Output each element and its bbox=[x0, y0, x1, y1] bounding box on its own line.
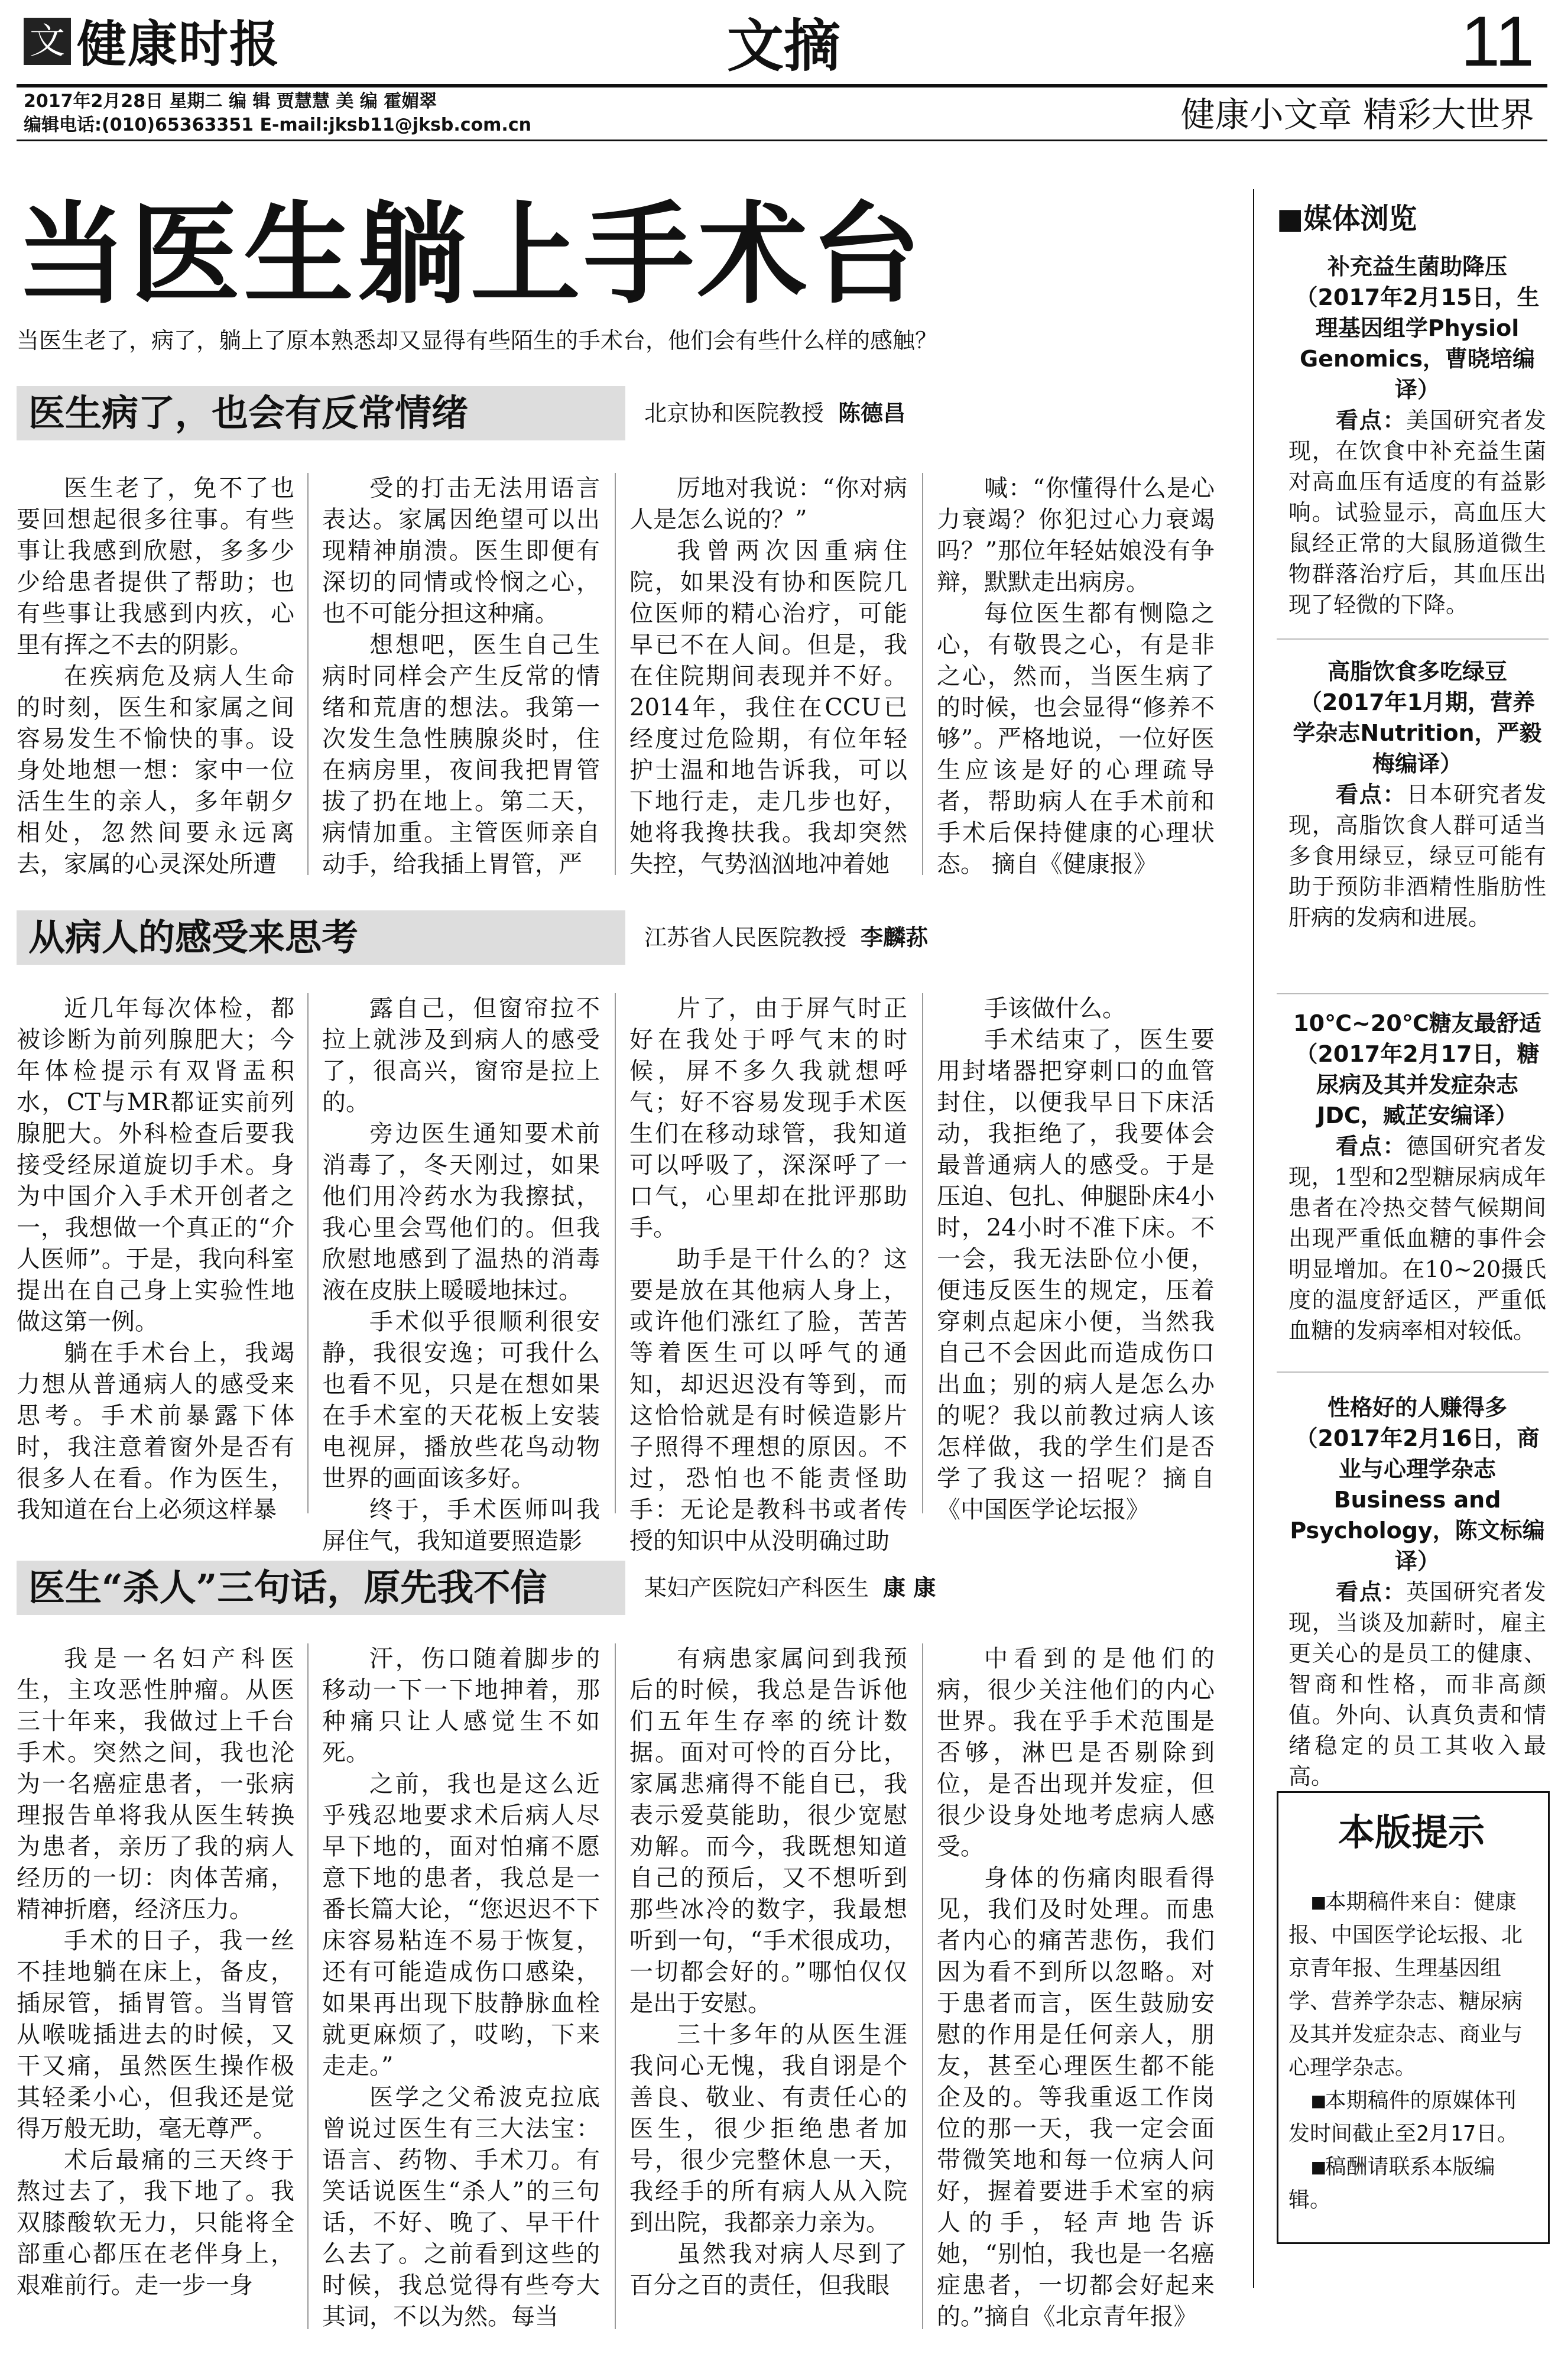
paragraph: 之前，我也是这么近乎残忍地要求术后病人尽早下地的，面对怕痛不愿意下地的患者，我总是一番长篇大论，“您迟迟不下床容易粘连不易于恢复，还有可能造成伤口感染，如果再出现下肢静脉血栓就更麻烦了，哎哟，下来走走。” bbox=[322, 1771, 600, 2080]
section-column bbox=[17, 1643, 294, 2341]
editor-contact: 编辑电话:(010)65363351 E-mail:jksb11@jksb.com.cn bbox=[24, 115, 531, 135]
section-column bbox=[937, 1643, 1215, 2341]
sidebar-item-title: 高脂饮食多吃绿豆（2017年1月期，营养学杂志Nutrition，严毅梅编译） bbox=[1293, 659, 1542, 777]
paragraph: 终于，手术医师叫我屏住气，我知道要照造影 bbox=[322, 1496, 600, 1555]
point-text: 日本研究者发现，高脂饮食人群可适当多食用绿豆，绿豆可能有助于预防非酒精性脂肪性肝病的发病和进展。 bbox=[1288, 782, 1546, 930]
author-name: 康 康 bbox=[883, 1575, 936, 1601]
point-text: 英国研究者发现，当谈及加薪时，雇主更关心的是员工的健康、智商和性格，而非高颜值。外向、认真负责和情绪稳定的员工其收入最高。 bbox=[1288, 1579, 1546, 1789]
column-divider bbox=[615, 993, 616, 1513]
paragraph: 身体的伤痛肉眼看得见，我们及时处理。而患者内心的痛苦悲伤，我们因为看不到所以忽略。对于患者而言，医生鼓励安慰的作用是任何亲人，朋友，甚至心理医生都不能企及的。等我重返工作岗位的那一天，我一定会面带微笑地和每一位病人问好，握着要进手术室的病人的手，轻声地告诉她，“别怕，我也是一名癌症患者，一切都会好起来的。”摘自《北京青年报》 bbox=[937, 1865, 1215, 2330]
author-name: 李麟荪 bbox=[861, 925, 929, 951]
tip-line: ■本期稿件的原媒体刊发时间截止至2月17日。 bbox=[1288, 2089, 1519, 2146]
paragraph: 医学之父希波克拉底曾说过医生有三大法宝：语言、药物、手术刀。有笑话说医生“杀人”的三句话，不好、晚了、早干什么去了。之前看到这些的时候，我总觉得有些夸大其词，不以为然。每当 bbox=[322, 2084, 600, 2330]
sidebar-rule bbox=[1253, 189, 1254, 2288]
paragraph: 术后最痛的三天终于熬过去了，我下地了。我双膝酸软无力，只能将全部重心都压在老伴身上，艰难前行。走一步一身 bbox=[17, 2146, 294, 2299]
section-column bbox=[322, 1643, 600, 2341]
paragraph: 露自己，但窗帘拉不拉上就涉及到病人的感受了，很高兴，窗帘是拉上的。 bbox=[322, 995, 600, 1116]
paragraph: 三十多年的从医生涯我问心无愧，我自诩是个善良、敬业、有责任心的医生，很少拒绝患者加号，很少完整休息一天，我经手的所有病人从入院到出院，我都亲力亲为。 bbox=[629, 2021, 907, 2236]
section-column bbox=[322, 473, 600, 887]
column-divider bbox=[307, 993, 309, 1513]
paragraph: 每位医生都有恻隐之心，有敬畏之心，有是非之心，然而，当医生病了的时候，也会显得“修养不够”。严格地说，一位好医生应该是好的心理疏导者，帮助病人在手术前和手术后保持健康的心理状态。 摘自《健康报》 bbox=[937, 600, 1215, 878]
paragraph: 手术结束了，医生要用封堵器把穿刺口的血管封住，以便我早日下床活动，我拒绝了，我要体会最普通病人的感受。于是压迫、包扎、伸腿卧床4小时，24小时不准下床。不一会，我无法卧位小便，便违反医生的规定，压着穿刺点起床小便，当然我自己不会因此而造成伤口出血；别的病人是怎么办的呢？我以前教过病人该怎样做，我的学生们是否学了我这一招呢？摘自《中国医学论坛报》 bbox=[937, 1026, 1215, 1523]
point-label: 看点： bbox=[1336, 407, 1407, 433]
section-title: 从病人的感受来思考 bbox=[28, 916, 359, 959]
column-divider bbox=[922, 993, 923, 1513]
point-label: 看点： bbox=[1336, 1579, 1407, 1605]
paragraph: 助手是干什么的？这要是放在其他病人身上，或许他们涨红了脸，苦苦等着医生可以呼气的通知，却迟迟没有等到，而这恰恰就是有时候造影片子照得不理想的原因。不过，恐怕也不能责怪助手：无论是教科书或者传授的知识中从没明确过助 bbox=[629, 1246, 907, 1555]
point-text: 德国研究者发现，1型和2型糖尿病成年患者在冷热交替气候期间出现严重低血糖的事件会明显增加。在10~20摄氏度的温度舒适区，严重低血糖的发病率相对较低。 bbox=[1288, 1133, 1546, 1344]
author-org: 北京协和医院教授 bbox=[644, 400, 825, 426]
paragraph: 我曾两次因重病住院，如果没有协和医院几位医师的精心治疗，可能早已不在人间。但是，我在住院期间表现并不好。2014年，我住在CCU已经度过危险期，有位年轻护士温和地告诉我，可以下地行走，走几步也好，她将我搀扶我。我却突然失控，气势汹汹地冲着她 bbox=[629, 537, 907, 878]
page-number: 11 bbox=[1460, 2, 1534, 81]
paragraph: 虽然我对病人尽到了百分之百的责任，但我眼 bbox=[629, 2240, 907, 2299]
column-divider bbox=[615, 1643, 616, 2329]
section-column bbox=[17, 473, 294, 887]
sidebar-divider bbox=[1277, 638, 1549, 640]
sidebar-divider bbox=[1277, 1371, 1549, 1373]
author-org: 某妇产医院妇产科医生 bbox=[644, 1575, 869, 1601]
paragraph: 片了，由于屏气时正好在我处于呼气末的时候，屏不多久我就想呼气；好不容易发现手术医生们在移动球管，我知道可以呼吸了，深深呼了一口气，心里却在批评那助手。 bbox=[629, 995, 907, 1241]
paragraph: 在疾病危及病人生命的时刻，医生和家属之间容易发生不愉快的事。设身处地想一想：家中一位活生生的亲人，多年朝夕相处，忽然间要永远离去，家属的心灵深处所遭 bbox=[17, 663, 294, 878]
point-text: 美国研究者发现，在饮食中补充益生菌对高血压有适度的有益影响。试验显示，高血压大鼠经正常的大鼠肠道微生物群落治疗后，其血压出现了轻微的下降。 bbox=[1288, 407, 1546, 618]
sidebar-item bbox=[1288, 251, 1546, 620]
paragraph: 受的打击无法用语言表达。家属因绝望可以出现精神崩溃。医生即便有深切的同情或怜悯之心，也不可能分担这种痛。 bbox=[322, 475, 600, 627]
section-title: 医生病了，也会有反常情绪 bbox=[28, 391, 469, 435]
masthead-bottom-rule bbox=[17, 140, 1547, 141]
paragraph: 手该做什么。 bbox=[984, 995, 1126, 1022]
paragraph: 手术似乎很顺利很安静，我很安逸；可我什么也看不见，只是在想如果在手术室的天花板上安装电视屏，播放些花鸟动物世界的画面该多好。 bbox=[322, 1308, 600, 1492]
section-column bbox=[937, 993, 1215, 1525]
paragraph: 旁边医生通知要术前消毒了，冬天刚过，如果他们用冷药水为我擦拭，我心里会骂他们的。但我欣慰地感到了温热的消毒液在皮肤上暖暖地抹过。 bbox=[322, 1120, 600, 1304]
sidebar-item-title: 性格好的人赚得多（2017年2月16日，商业与心理学杂志Business and Psychology，陈文标编译） bbox=[1290, 1395, 1545, 1574]
point-label: 看点： bbox=[1336, 1133, 1407, 1159]
paragraph: 中看到的是他们的病，很少关注他们的内心世界。我在乎手术范围是否够，淋巴是否剔除到位，是否出现并发症，但很少设身处地考虑病人感受。 bbox=[937, 1645, 1215, 1860]
section-name: 文摘 bbox=[727, 13, 840, 79]
column-divider bbox=[307, 1643, 309, 2329]
section-column bbox=[937, 473, 1215, 887]
section-byline bbox=[644, 1561, 936, 1615]
section-byline bbox=[644, 910, 928, 965]
paragraph: 有病患家属问到我预后的时候，我总是告诉他们五年生存率的统计数据。面对可怜的百分比，家属悲痛得不能自已，我表示爱莫能助，很少宽慰劝解。而今，我既想知道自己的预后，又不想听到那些冰冷的数字，我最想听到一句，“手术很成功，一切都会好的。”哪怕仅仅是出于安慰。 bbox=[629, 1645, 907, 2017]
paragraph: 我是一名妇产科医生，主攻恶性肿瘤。从医三十年来，我做过上千台手术。突然之间，我也沦为一名癌症患者，一张病理报告单将我从医生转换为患者，亲历了我的病人经历的一切：肉体苦痛，精神折磨，经济压力。 bbox=[17, 1645, 294, 1923]
tips-title: 本版提示 bbox=[1338, 1811, 1485, 1854]
section-column bbox=[629, 993, 907, 1555]
section-byline bbox=[644, 386, 905, 440]
tips-body bbox=[1288, 1886, 1534, 2217]
paper-logo-icon: 文 bbox=[24, 18, 71, 65]
paper-name: 健康时报 bbox=[77, 15, 281, 73]
sidebar-divider bbox=[1277, 993, 1549, 994]
issue-date-editors: 2017年2月28日 星期二 编 辑 贾慧慧 美 编 霍媚翠 bbox=[24, 91, 437, 112]
paragraph: 喊：“你懂得什么是心力衰竭？你犯过心力衰竭吗？”那位年轻姑娘没有争辩，默默走出病房。 bbox=[937, 475, 1215, 596]
sidebar-item-title: 补充益生菌助降压（2017年2月15日，生理基因组学Physiol Genomics，曹晓培编译） bbox=[1295, 254, 1540, 403]
sidebar-item bbox=[1288, 1008, 1546, 1346]
section-column bbox=[322, 993, 600, 1555]
tip-line: ■本期稿件来自：健康报、中国医学论坛报、北京青年报、生理基因组学、营养学杂志、糖尿病及其并发症杂志、商业与心理学杂志。 bbox=[1288, 1890, 1523, 2080]
section-column bbox=[629, 1643, 907, 2341]
paragraph: 汗，伤口随着脚步的移动一下一下地抻着，那种痛只让人感觉生不如死。 bbox=[322, 1645, 600, 1766]
masthead-slogan: 健康小文章 精彩大世界 bbox=[1180, 95, 1534, 135]
column-divider bbox=[307, 473, 309, 875]
column-divider bbox=[615, 473, 616, 875]
article-title: 当医生躺上手术台 bbox=[17, 189, 925, 319]
sidebar-item-title: 10℃~20℃糖友最舒适（2017年2月17日，糖尿病及其并发症杂志JDC，臧芷安编译） bbox=[1293, 1010, 1541, 1129]
author-name: 陈德昌 bbox=[838, 400, 906, 426]
sidebar-item bbox=[1288, 656, 1546, 933]
sidebar-item bbox=[1288, 1392, 1546, 1792]
masthead-info bbox=[24, 90, 531, 137]
column-divider bbox=[922, 473, 923, 875]
section-column bbox=[17, 993, 294, 1525]
section-title: 医生“杀人”三句话，原先我不信 bbox=[28, 1566, 547, 1609]
masthead-rule bbox=[17, 84, 1547, 87]
section-column bbox=[629, 473, 907, 887]
paragraph: 手术的日子，我一丝不挂地躺在床上，备皮，插尿管，插胃管。当胃管从喉咙插进去的时候，又干又痛，虽然医生操作极其轻柔小心，但我还是觉得万般无助，毫无尊严。 bbox=[17, 1927, 294, 2142]
author-org: 江苏省人民医院教授 bbox=[644, 925, 847, 951]
tip-line: ■稿酬请联系本版编辑。 bbox=[1288, 2155, 1495, 2212]
column-divider bbox=[922, 1643, 923, 2329]
paragraph: 躺在手术台上，我竭力想从普通病人的感受来思考。手术前暴露下体时，我注意着窗外是否有很多人在看。作为医生，我知道在台上必须这样暴 bbox=[17, 1340, 294, 1523]
sidebar-heading: ■媒体浏览 bbox=[1277, 202, 1417, 235]
paragraph: 近几年每次体检，都被诊断为前列腺肥大；今年体检提示有双肾盂积水，CT与MR都证实前列腺肥大。外科检查后要我接受经尿道旋切手术。身为中国介入手术开创者之一，我想做一个真正的“介人医师”。于是，我向科室提出在自己身上实验性地做这第一例。 bbox=[17, 995, 294, 1335]
paragraph: 想想吧，医生自己生病时同样会产生反常的情绪和荒唐的想法。我第一次发生急性胰腺炎时，住在病房里，夜间我把胃管拔了扔在地上。第二天，病情加重。主管医师亲自动手，给我插上胃管，严 bbox=[322, 631, 600, 878]
point-label: 看点： bbox=[1336, 782, 1407, 808]
paragraph: 医生老了，免不了也要回想起很多往事。有些事让我感到欣慰，多多少少给患者提供了帮助；也有些事让我感到内疚，心里有挥之不去的阴影。 bbox=[17, 475, 294, 659]
article-lede: 当医生老了，病了，躺上了原本熟悉却又显得有些陌生的手术台，他们会有些什么样的感触？ bbox=[17, 328, 938, 354]
paragraph: 厉地对我说：“你对病人是怎么说的？” bbox=[629, 475, 907, 533]
